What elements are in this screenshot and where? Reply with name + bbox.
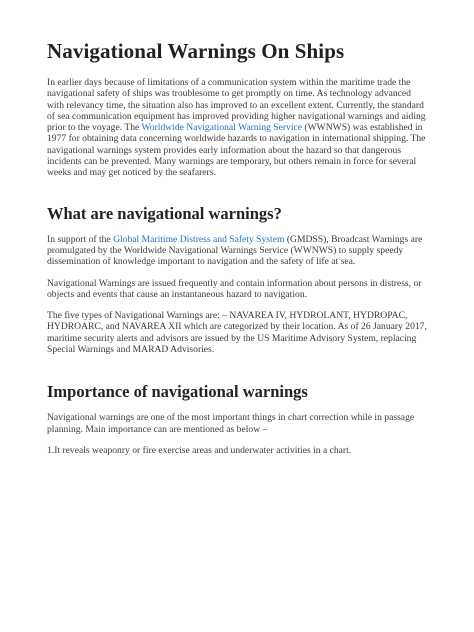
section1-paragraph-1 bbox=[47, 234, 428, 268]
intro-paragraph bbox=[47, 77, 428, 179]
section2-paragraph-2: 1.It reveals weaponry or fire exercise areas and underwater activities in a chart. bbox=[47, 444, 352, 456]
section1-p1-after-link: (GMDSS), Broadcast Warnings are promulgated by the Worldwide Navigational Warnings Service (WWNWS) to supply speedy dissemination of knowledge important to navigation and the safety of life at sea. bbox=[47, 233, 423, 268]
page-title: Navigational Warnings On Ships bbox=[47, 39, 345, 63]
section1-paragraph-2: Navigational Warnings are issued frequently and contain information about persons in distress, or objects and events that cause an instantaneous hazard to navigation. bbox=[47, 277, 422, 300]
section1-paragraph-3: The five types of Navigational Warnings are: – NAVAREA IV, HYDROLANT, HYDROPAC, HYDROARC, and NAVAREA XII which are categorized by their location. As of 26 January 2017, maritime security alerts and advisors are issued by the US Maritime Advisory System, replacing Special Warnings and MARAD Advisories. bbox=[47, 310, 427, 356]
section2-paragraph-1: Navigational warnings are one of the most important things in chart correction while in passage planning. Main importance can are mentioned as below – bbox=[47, 412, 415, 435]
section1-p1-before-link: In support of the bbox=[47, 233, 114, 245]
wwnws-link[interactable]: Worldwide Navigational Warning Service bbox=[141, 122, 303, 134]
intro-text-after-link: (WWNWS) was established in 1977 for obtaining data concerning worldwide hazards to navigation in international shipping. The navigational warnings system provides early information about the hazard so that dangerous incidents can be prevented. Many warnings are temporary, but others remain in force for several weeks and may get noticed by the seafarers. bbox=[47, 122, 426, 179]
section-heading-what-are: What are navigational warnings? bbox=[47, 203, 282, 223]
intro-text-before-link: In earlier days because of limitations of a communication system within the maritime trade the navigational safety of ships was troublesome to get promptly on time. As technology advanced with relevancy time, the situation also has improved to an excellent extent. Currently, the standard of sea communication equipment has improved providing higher navigational warnings and aiding prior to the voyage. The bbox=[47, 77, 426, 134]
section-heading-importance: Importance of navigational warnings bbox=[47, 382, 308, 402]
gmdss-link[interactable]: Global Maritime Distress and Safety System bbox=[113, 233, 285, 245]
